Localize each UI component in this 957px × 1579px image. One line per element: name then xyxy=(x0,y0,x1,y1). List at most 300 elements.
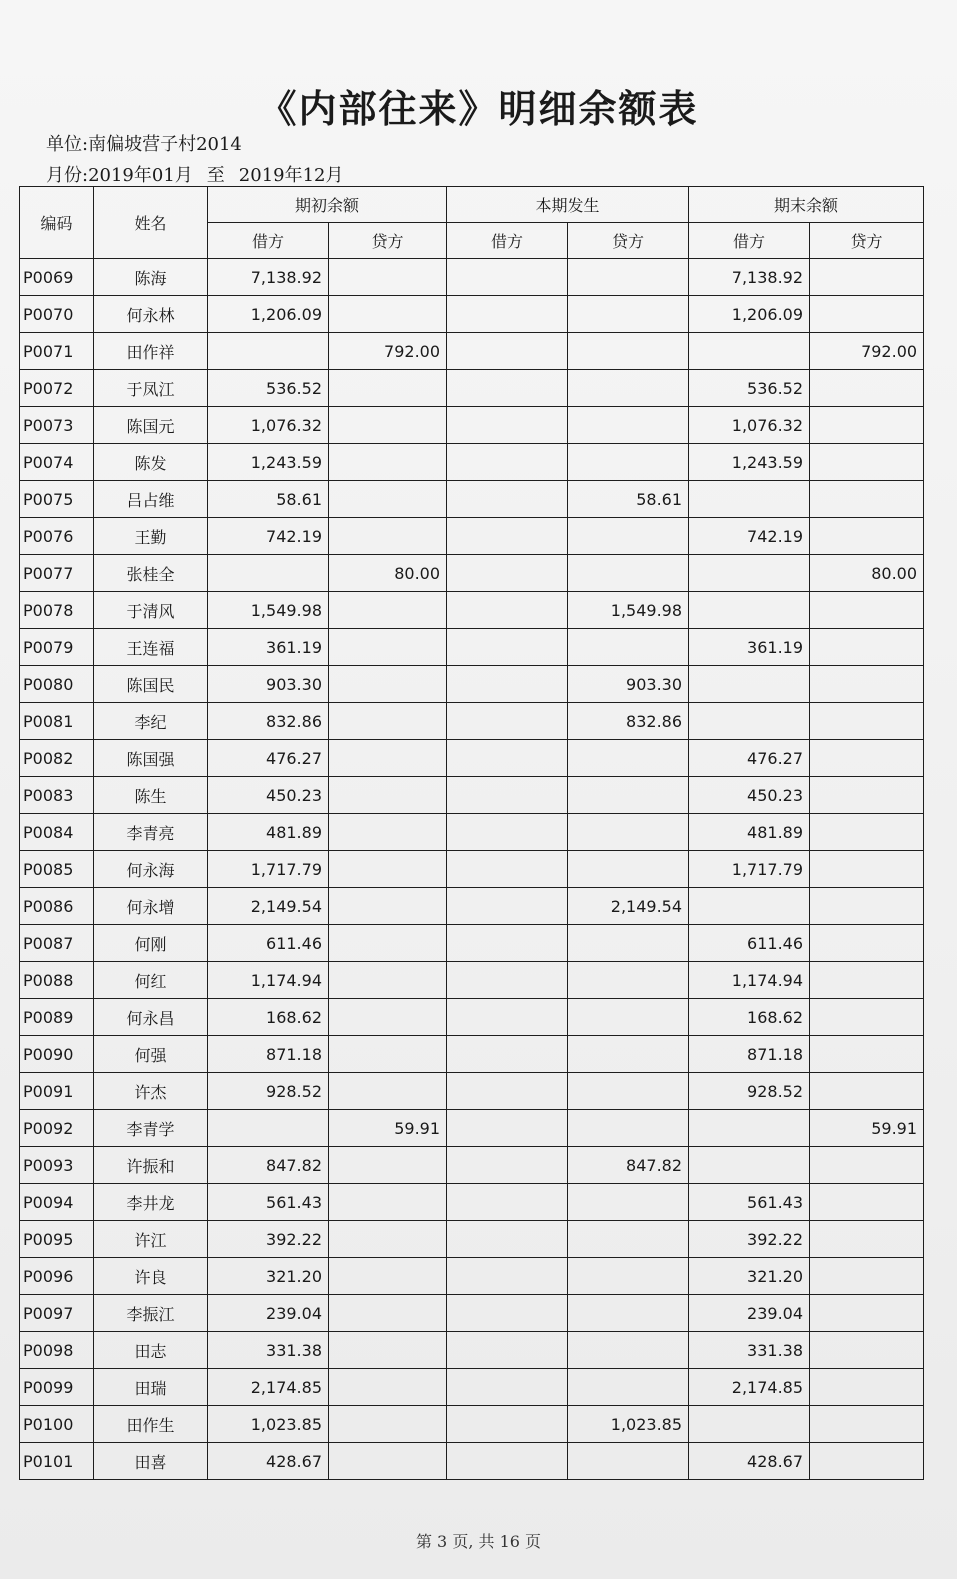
current-debit-cell xyxy=(447,740,568,777)
code-cell: P0083 xyxy=(20,777,94,814)
code-cell: P0093 xyxy=(20,1147,94,1184)
closing-debit-cell: 428.67 xyxy=(689,1443,810,1480)
closing-debit-cell: 928.52 xyxy=(689,1073,810,1110)
current-credit-cell: 1,549.98 xyxy=(568,592,689,629)
current-credit-cell xyxy=(568,518,689,555)
name-cell: 陈国民 xyxy=(94,666,208,703)
unit-value: 南偏坡营子村2014 xyxy=(88,134,242,155)
current-credit-cell xyxy=(568,296,689,333)
table-row xyxy=(20,1369,924,1406)
closing-credit-cell xyxy=(810,259,924,296)
current-debit-cell xyxy=(447,814,568,851)
opening-debit-cell: 1,076.32 xyxy=(208,407,329,444)
name-cell: 许振和 xyxy=(94,1147,208,1184)
closing-credit-cell xyxy=(810,740,924,777)
code-cell: P0078 xyxy=(20,592,94,629)
current-credit-cell: 58.61 xyxy=(568,481,689,518)
name-cell: 于凤江 xyxy=(94,370,208,407)
code-cell: P0069 xyxy=(20,259,94,296)
closing-debit-cell: 450.23 xyxy=(689,777,810,814)
closing-debit-cell: 331.38 xyxy=(689,1332,810,1369)
current-credit-cell xyxy=(568,259,689,296)
opening-credit-cell xyxy=(329,296,447,333)
table-row xyxy=(20,629,924,666)
code-cell: P0075 xyxy=(20,481,94,518)
closing-credit-cell xyxy=(810,407,924,444)
current-credit-cell xyxy=(568,740,689,777)
name-cell: 何永增 xyxy=(94,888,208,925)
month-to: 2019年12月 xyxy=(238,165,344,186)
opening-credit-cell xyxy=(329,481,447,518)
header-name: 姓名 xyxy=(94,187,208,259)
opening-debit-cell: 1,174.94 xyxy=(208,962,329,999)
opening-credit-cell xyxy=(329,407,447,444)
current-credit-cell xyxy=(568,444,689,481)
closing-credit-cell xyxy=(810,999,924,1036)
current-credit-cell xyxy=(568,777,689,814)
name-cell: 陈生 xyxy=(94,777,208,814)
code-cell: P0094 xyxy=(20,1184,94,1221)
opening-credit-cell: 59.91 xyxy=(329,1110,447,1147)
current-credit-cell xyxy=(568,1184,689,1221)
table-row xyxy=(20,1073,924,1110)
opening-debit-cell: 1,717.79 xyxy=(208,851,329,888)
name-cell: 田作生 xyxy=(94,1406,208,1443)
table-row xyxy=(20,1406,924,1443)
closing-debit-cell: 481.89 xyxy=(689,814,810,851)
code-cell: P0101 xyxy=(20,1443,94,1480)
closing-credit-cell xyxy=(810,1184,924,1221)
name-cell: 陈国元 xyxy=(94,407,208,444)
name-cell: 何永海 xyxy=(94,851,208,888)
unit-line xyxy=(46,130,242,156)
code-cell: P0072 xyxy=(20,370,94,407)
current-debit-cell xyxy=(447,444,568,481)
current-debit-cell xyxy=(447,1110,568,1147)
current-credit-cell xyxy=(568,555,689,592)
name-cell: 何永林 xyxy=(94,296,208,333)
opening-credit-cell xyxy=(329,1036,447,1073)
opening-debit-cell: 1,023.85 xyxy=(208,1406,329,1443)
table-row xyxy=(20,888,924,925)
month-separator: 至 xyxy=(206,165,225,186)
name-cell: 何强 xyxy=(94,1036,208,1073)
opening-debit-cell: 392.22 xyxy=(208,1221,329,1258)
current-credit-cell: 1,023.85 xyxy=(568,1406,689,1443)
closing-credit-cell: 792.00 xyxy=(810,333,924,370)
current-debit-cell xyxy=(447,518,568,555)
opening-debit-cell: 903.30 xyxy=(208,666,329,703)
header-current-credit: 贷方 xyxy=(568,223,689,259)
code-cell: P0100 xyxy=(20,1406,94,1443)
name-cell: 田志 xyxy=(94,1332,208,1369)
closing-credit-cell xyxy=(810,1443,924,1480)
code-cell: P0097 xyxy=(20,1295,94,1332)
current-debit-cell xyxy=(447,259,568,296)
opening-credit-cell xyxy=(329,370,447,407)
code-cell: P0087 xyxy=(20,925,94,962)
closing-debit-cell: 1,243.59 xyxy=(689,444,810,481)
current-debit-cell xyxy=(447,1295,568,1332)
closing-debit-cell: 536.52 xyxy=(689,370,810,407)
table-row xyxy=(20,814,924,851)
opening-credit-cell xyxy=(329,999,447,1036)
closing-debit-cell xyxy=(689,333,810,370)
closing-debit-cell: 871.18 xyxy=(689,1036,810,1073)
opening-debit-cell: 2,174.85 xyxy=(208,1369,329,1406)
opening-debit-cell: 239.04 xyxy=(208,1295,329,1332)
month-label: 月份: xyxy=(46,165,89,186)
opening-debit-cell: 481.89 xyxy=(208,814,329,851)
table-row xyxy=(20,1147,924,1184)
opening-debit-cell: 871.18 xyxy=(208,1036,329,1073)
closing-credit-cell xyxy=(810,888,924,925)
closing-debit-cell xyxy=(689,1147,810,1184)
unit-label: 单位: xyxy=(46,134,89,155)
code-cell: P0085 xyxy=(20,851,94,888)
closing-debit-cell: 1,206.09 xyxy=(689,296,810,333)
closing-credit-cell xyxy=(810,629,924,666)
opening-credit-cell xyxy=(329,1258,447,1295)
table-row xyxy=(20,370,924,407)
table-row xyxy=(20,703,924,740)
current-credit-cell xyxy=(568,1110,689,1147)
code-cell: P0076 xyxy=(20,518,94,555)
table-row xyxy=(20,555,924,592)
opening-debit-cell: 742.19 xyxy=(208,518,329,555)
current-debit-cell xyxy=(447,888,568,925)
current-debit-cell xyxy=(447,296,568,333)
name-cell: 陈国强 xyxy=(94,740,208,777)
current-credit-cell: 2,149.54 xyxy=(568,888,689,925)
table-row xyxy=(20,1295,924,1332)
opening-debit-cell: 331.38 xyxy=(208,1332,329,1369)
name-cell: 许良 xyxy=(94,1258,208,1295)
page-number: 第 3 页, 共 16 页 xyxy=(415,1532,542,1551)
closing-debit-cell: 1,174.94 xyxy=(689,962,810,999)
code-cell: P0073 xyxy=(20,407,94,444)
current-credit-cell xyxy=(568,1258,689,1295)
current-debit-cell xyxy=(447,592,568,629)
table-row xyxy=(20,999,924,1036)
current-credit-cell xyxy=(568,851,689,888)
header-code: 编码 xyxy=(20,187,94,259)
closing-credit-cell xyxy=(810,925,924,962)
document-title: 《内部往来》明细余额表 xyxy=(258,86,699,131)
name-cell: 王连福 xyxy=(94,629,208,666)
opening-credit-cell: 80.00 xyxy=(329,555,447,592)
current-debit-cell xyxy=(447,1406,568,1443)
table-row xyxy=(20,259,924,296)
closing-credit-cell xyxy=(810,296,924,333)
current-debit-cell xyxy=(447,777,568,814)
opening-debit-cell: 2,149.54 xyxy=(208,888,329,925)
code-cell: P0099 xyxy=(20,1369,94,1406)
closing-debit-cell: 168.62 xyxy=(689,999,810,1036)
table-body xyxy=(20,259,924,1480)
table-row xyxy=(20,1184,924,1221)
opening-debit-cell: 7,138.92 xyxy=(208,259,329,296)
code-cell: P0084 xyxy=(20,814,94,851)
name-cell: 田瑞 xyxy=(94,1369,208,1406)
current-debit-cell xyxy=(447,962,568,999)
current-credit-cell xyxy=(568,925,689,962)
closing-credit-cell xyxy=(810,1221,924,1258)
closing-credit-cell xyxy=(810,666,924,703)
current-debit-cell xyxy=(447,1073,568,1110)
code-cell: P0089 xyxy=(20,999,94,1036)
header-current-debit: 借方 xyxy=(447,223,568,259)
closing-credit-cell xyxy=(810,1073,924,1110)
opening-credit-cell xyxy=(329,888,447,925)
opening-debit-cell: 928.52 xyxy=(208,1073,329,1110)
closing-debit-cell xyxy=(689,703,810,740)
current-debit-cell xyxy=(447,666,568,703)
header-row-top xyxy=(20,187,924,223)
closing-debit-cell xyxy=(689,888,810,925)
opening-credit-cell xyxy=(329,1406,447,1443)
table-row xyxy=(20,1036,924,1073)
opening-debit-cell: 428.67 xyxy=(208,1443,329,1480)
opening-credit-cell xyxy=(329,1147,447,1184)
opening-credit-cell xyxy=(329,777,447,814)
name-cell: 李井龙 xyxy=(94,1184,208,1221)
opening-credit-cell xyxy=(329,444,447,481)
current-debit-cell xyxy=(447,555,568,592)
opening-credit-cell: 792.00 xyxy=(329,333,447,370)
table-row xyxy=(20,444,924,481)
closing-debit-cell: 561.43 xyxy=(689,1184,810,1221)
closing-credit-cell xyxy=(810,1147,924,1184)
current-debit-cell xyxy=(447,1443,568,1480)
month-from: 2019年01月 xyxy=(88,165,193,186)
opening-credit-cell xyxy=(329,851,447,888)
code-cell: P0077 xyxy=(20,555,94,592)
opening-debit-cell: 476.27 xyxy=(208,740,329,777)
table-row xyxy=(20,925,924,962)
name-cell: 李青学 xyxy=(94,1110,208,1147)
opening-debit-cell: 168.62 xyxy=(208,999,329,1036)
current-credit-cell xyxy=(568,1073,689,1110)
table-row xyxy=(20,333,924,370)
table-row xyxy=(20,407,924,444)
closing-debit-cell xyxy=(689,666,810,703)
current-credit-cell xyxy=(568,814,689,851)
closing-credit-cell xyxy=(810,962,924,999)
table-row xyxy=(20,1110,924,1147)
opening-debit-cell xyxy=(208,333,329,370)
code-cell: P0081 xyxy=(20,703,94,740)
current-debit-cell xyxy=(447,370,568,407)
table-row xyxy=(20,777,924,814)
name-cell: 李纪 xyxy=(94,703,208,740)
code-cell: P0080 xyxy=(20,666,94,703)
opening-credit-cell xyxy=(329,1369,447,1406)
current-debit-cell xyxy=(447,999,568,1036)
current-debit-cell xyxy=(447,851,568,888)
opening-debit-cell: 361.19 xyxy=(208,629,329,666)
code-cell: P0098 xyxy=(20,1332,94,1369)
closing-credit-cell xyxy=(810,592,924,629)
closing-debit-cell: 611.46 xyxy=(689,925,810,962)
current-credit-cell xyxy=(568,629,689,666)
opening-debit-cell: 1,206.09 xyxy=(208,296,329,333)
current-debit-cell xyxy=(447,407,568,444)
opening-debit-cell: 536.52 xyxy=(208,370,329,407)
closing-debit-cell: 239.04 xyxy=(689,1295,810,1332)
current-credit-cell xyxy=(568,1369,689,1406)
opening-credit-cell xyxy=(329,962,447,999)
closing-credit-cell xyxy=(810,1295,924,1332)
opening-debit-cell xyxy=(208,1110,329,1147)
table-row xyxy=(20,296,924,333)
closing-credit-cell: 59.91 xyxy=(810,1110,924,1147)
table-row xyxy=(20,851,924,888)
current-debit-cell xyxy=(447,1221,568,1258)
code-cell: P0086 xyxy=(20,888,94,925)
table-row xyxy=(20,518,924,555)
name-cell: 许江 xyxy=(94,1221,208,1258)
header-opening-balance: 期初余额 xyxy=(208,187,447,223)
header-closing-credit: 贷方 xyxy=(810,223,924,259)
opening-credit-cell xyxy=(329,703,447,740)
closing-credit-cell xyxy=(810,1036,924,1073)
current-debit-cell xyxy=(447,1369,568,1406)
opening-debit-cell: 832.86 xyxy=(208,703,329,740)
closing-credit-cell xyxy=(810,1369,924,1406)
current-debit-cell xyxy=(447,1332,568,1369)
opening-credit-cell xyxy=(329,740,447,777)
closing-debit-cell: 7,138.92 xyxy=(689,259,810,296)
opening-credit-cell xyxy=(329,518,447,555)
table-row xyxy=(20,740,924,777)
table-row xyxy=(20,962,924,999)
opening-credit-cell xyxy=(329,1443,447,1480)
balance-table xyxy=(19,186,924,1480)
closing-debit-cell xyxy=(689,592,810,629)
code-cell: P0079 xyxy=(20,629,94,666)
current-credit-cell xyxy=(568,407,689,444)
opening-credit-cell xyxy=(329,666,447,703)
name-cell: 田作祥 xyxy=(94,333,208,370)
opening-debit-cell: 321.20 xyxy=(208,1258,329,1295)
current-credit-cell xyxy=(568,999,689,1036)
opening-credit-cell xyxy=(329,1073,447,1110)
opening-debit-cell: 1,243.59 xyxy=(208,444,329,481)
current-credit-cell: 832.86 xyxy=(568,703,689,740)
table-row xyxy=(20,481,924,518)
table-row xyxy=(20,1221,924,1258)
closing-debit-cell xyxy=(689,481,810,518)
header-current-period: 本期发生 xyxy=(447,187,689,223)
name-cell: 张桂全 xyxy=(94,555,208,592)
month-line xyxy=(46,161,344,187)
current-credit-cell xyxy=(568,1221,689,1258)
closing-credit-cell xyxy=(810,1258,924,1295)
opening-credit-cell xyxy=(329,1184,447,1221)
code-cell: P0092 xyxy=(20,1110,94,1147)
current-credit-cell: 903.30 xyxy=(568,666,689,703)
name-cell: 李振江 xyxy=(94,1295,208,1332)
header-opening-credit: 贷方 xyxy=(329,223,447,259)
table-row xyxy=(20,1258,924,1295)
table-row xyxy=(20,1443,924,1480)
current-credit-cell xyxy=(568,962,689,999)
closing-debit-cell: 2,174.85 xyxy=(689,1369,810,1406)
opening-debit-cell: 58.61 xyxy=(208,481,329,518)
code-cell: P0096 xyxy=(20,1258,94,1295)
closing-credit-cell xyxy=(810,481,924,518)
closing-credit-cell xyxy=(810,814,924,851)
opening-credit-cell xyxy=(329,1332,447,1369)
closing-credit-cell xyxy=(810,444,924,481)
closing-debit-cell: 392.22 xyxy=(689,1221,810,1258)
closing-debit-cell: 321.20 xyxy=(689,1258,810,1295)
current-debit-cell xyxy=(447,481,568,518)
opening-debit-cell: 1,549.98 xyxy=(208,592,329,629)
name-cell: 李青亮 xyxy=(94,814,208,851)
name-cell: 于清风 xyxy=(94,592,208,629)
closing-debit-cell xyxy=(689,1110,810,1147)
closing-credit-cell xyxy=(810,1332,924,1369)
table-row xyxy=(20,592,924,629)
current-debit-cell xyxy=(447,703,568,740)
code-cell: P0074 xyxy=(20,444,94,481)
current-debit-cell xyxy=(447,1036,568,1073)
current-debit-cell xyxy=(447,925,568,962)
code-cell: P0091 xyxy=(20,1073,94,1110)
header-closing-balance: 期末余额 xyxy=(689,187,924,223)
opening-debit-cell xyxy=(208,555,329,592)
name-cell: 何刚 xyxy=(94,925,208,962)
opening-debit-cell: 847.82 xyxy=(208,1147,329,1184)
current-debit-cell xyxy=(447,629,568,666)
closing-debit-cell: 742.19 xyxy=(689,518,810,555)
opening-credit-cell xyxy=(329,1295,447,1332)
opening-credit-cell xyxy=(329,925,447,962)
current-debit-cell xyxy=(447,333,568,370)
opening-credit-cell xyxy=(329,629,447,666)
closing-credit-cell xyxy=(810,851,924,888)
closing-credit-cell xyxy=(810,370,924,407)
opening-credit-cell xyxy=(329,1221,447,1258)
closing-debit-cell: 361.19 xyxy=(689,629,810,666)
closing-debit-cell xyxy=(689,555,810,592)
current-credit-cell xyxy=(568,333,689,370)
opening-debit-cell: 561.43 xyxy=(208,1184,329,1221)
code-cell: P0071 xyxy=(20,333,94,370)
name-cell: 田喜 xyxy=(94,1443,208,1480)
closing-credit-cell xyxy=(810,703,924,740)
header-closing-debit: 借方 xyxy=(689,223,810,259)
closing-credit-cell xyxy=(810,518,924,555)
opening-debit-cell: 450.23 xyxy=(208,777,329,814)
name-cell: 许杰 xyxy=(94,1073,208,1110)
closing-debit-cell: 1,076.32 xyxy=(689,407,810,444)
opening-credit-cell xyxy=(329,814,447,851)
current-credit-cell xyxy=(568,370,689,407)
current-credit-cell xyxy=(568,1036,689,1073)
closing-debit-cell: 1,717.79 xyxy=(689,851,810,888)
closing-debit-cell xyxy=(689,1406,810,1443)
name-cell: 王勤 xyxy=(94,518,208,555)
table-row xyxy=(20,1332,924,1369)
header-opening-debit: 借方 xyxy=(208,223,329,259)
current-debit-cell xyxy=(447,1258,568,1295)
name-cell: 陈海 xyxy=(94,259,208,296)
current-credit-cell xyxy=(568,1332,689,1369)
opening-credit-cell xyxy=(329,592,447,629)
